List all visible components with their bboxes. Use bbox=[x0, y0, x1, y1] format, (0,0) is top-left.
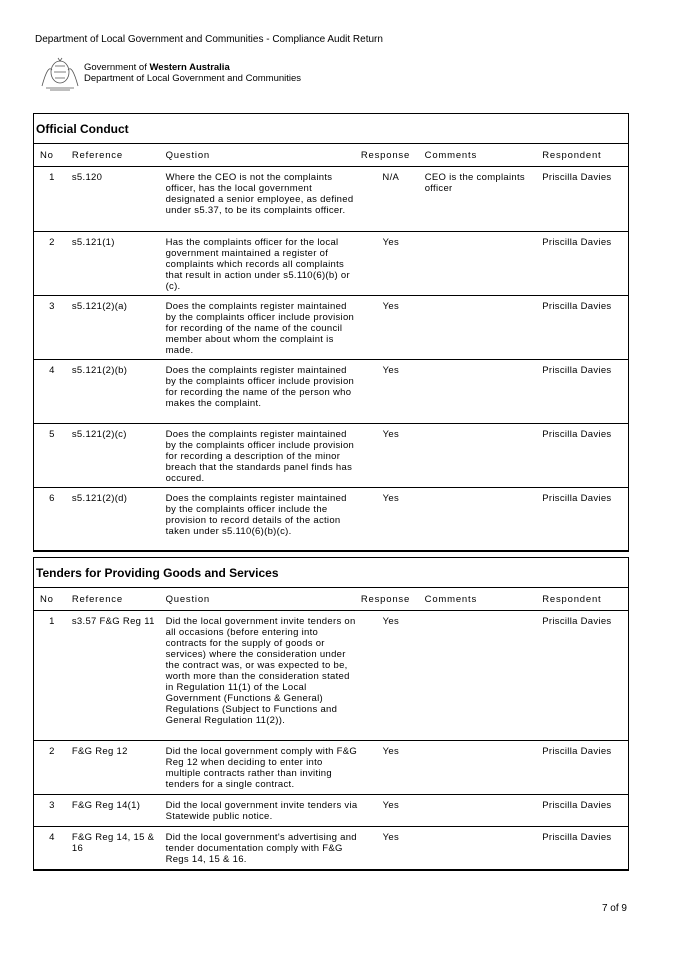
col-comments: Comments bbox=[424, 149, 477, 161]
col-question: Question bbox=[165, 149, 210, 161]
col-reference: Reference bbox=[71, 593, 123, 605]
row-response: Yes bbox=[382, 800, 399, 811]
col-no: No bbox=[40, 149, 54, 161]
row-reference: s5.121(2)(c) bbox=[71, 429, 127, 440]
row-question: Does the complaints register maintained by the complaints officer include provision for recording a description of the minor breach that the standards panel finds has occured. bbox=[165, 429, 355, 484]
row-question: Did the local government invite tenders on all occasions (before entering into contracts for the supply of goods or services) where the consideration under the contract was, or was expected to be, worth more than the consideration stated in Regulation 11(1) of the Local Government (Functions & General) Regulations (Subject to Functions and General Regulation 11(2)). bbox=[165, 616, 356, 726]
row-reference: F&G Reg 14, 15 & 16 bbox=[71, 832, 155, 854]
row-question: Did the local government's advertising and tender documentation comply with F&G Regs 14, 15 & 16. bbox=[165, 832, 357, 865]
row-reference: F&G Reg 14(1) bbox=[71, 800, 141, 811]
col-reference: Reference bbox=[71, 149, 123, 161]
section-title: Tenders for Providing Goods and Services bbox=[34, 558, 628, 588]
row-respondent: Priscilla Davies bbox=[542, 746, 612, 757]
row-response: Yes bbox=[382, 746, 399, 757]
table-row bbox=[34, 296, 628, 360]
row-no: 4 bbox=[49, 365, 55, 376]
row-respondent: Priscilla Davies bbox=[542, 237, 612, 248]
row-no: 2 bbox=[49, 746, 55, 757]
row-response: Yes bbox=[382, 429, 399, 440]
row-respondent: Priscilla Davies bbox=[542, 429, 612, 440]
column-header-row bbox=[34, 144, 628, 167]
row-question: Has the complaints officer for the local government maintained a register of complaints which records all complaints that result in action under s5.110(6)(b) or (c). bbox=[165, 237, 350, 292]
row-no: 5 bbox=[49, 429, 55, 440]
col-respondent: Respondent bbox=[542, 593, 602, 605]
page-number: 7 of 9 bbox=[601, 903, 627, 914]
row-response: Yes bbox=[382, 616, 399, 627]
row-no: 6 bbox=[49, 493, 55, 504]
row-comments: CEO is the complaints officer bbox=[424, 172, 525, 194]
col-response: Response bbox=[360, 149, 411, 161]
row-response: Yes bbox=[382, 365, 399, 376]
column-header-row bbox=[34, 588, 628, 611]
row-question: Did the local government invite tenders via Statewide public notice. bbox=[165, 800, 358, 822]
government-branding: Government of Western Australia Department of Local Government and Communities bbox=[84, 62, 302, 84]
wa-crest-logo bbox=[38, 56, 82, 92]
row-no: 3 bbox=[49, 301, 55, 312]
row-respondent: Priscilla Davies bbox=[542, 616, 612, 627]
row-comments bbox=[423, 296, 543, 359]
row-respondent: Priscilla Davies bbox=[542, 493, 612, 504]
row-no: 1 bbox=[49, 616, 55, 627]
table-row bbox=[34, 795, 628, 827]
row-no: 2 bbox=[49, 237, 55, 248]
row-respondent: Priscilla Davies bbox=[542, 800, 612, 811]
section-tenders bbox=[33, 557, 629, 871]
row-question: Did the local government comply with F&G Reg 12 when deciding to enter into multiple contracts rather than inviting tenders for a single contract. bbox=[165, 746, 358, 790]
row-respondent: Priscilla Davies bbox=[542, 832, 612, 843]
row-no: 1 bbox=[49, 172, 55, 183]
col-respondent: Respondent bbox=[542, 149, 602, 161]
table-row bbox=[34, 360, 628, 424]
section-title: Official Conduct bbox=[34, 114, 628, 144]
row-response: Yes bbox=[382, 301, 399, 312]
row-question: Does the complaints register maintained by the complaints officer include provision for recording the name of the person who makes the complaint. bbox=[165, 365, 355, 409]
row-comments bbox=[423, 488, 543, 550]
row-comments bbox=[423, 232, 543, 295]
row-comments bbox=[423, 611, 543, 740]
col-response: Response bbox=[360, 593, 411, 605]
row-reference: s5.121(1) bbox=[71, 237, 115, 248]
row-response: Yes bbox=[382, 237, 399, 248]
row-respondent: Priscilla Davies bbox=[542, 301, 612, 312]
table-row bbox=[34, 827, 628, 869]
row-reference: s3.57 F&G Reg 11 bbox=[71, 616, 155, 627]
row-question: Where the CEO is not the complaints officer, has the local government designated a senior employee, as defined under s5.37, to be its complaints officer. bbox=[165, 172, 354, 216]
section-official-conduct bbox=[33, 113, 629, 552]
col-question: Question bbox=[165, 593, 210, 605]
row-reference: s5.120 bbox=[71, 172, 103, 183]
row-response: Yes bbox=[382, 493, 399, 504]
table-row bbox=[34, 611, 628, 741]
table-row bbox=[34, 488, 628, 550]
row-question: Does the complaints register maintained by the complaints officer include provision for recording of the name of the council member about whom the complaint is made. bbox=[165, 301, 355, 356]
row-respondent: Priscilla Davies bbox=[542, 365, 612, 376]
row-response: N/A bbox=[382, 172, 400, 183]
table-row bbox=[34, 741, 628, 795]
row-comments bbox=[423, 741, 543, 794]
table-row bbox=[34, 424, 628, 488]
row-comments bbox=[423, 360, 543, 423]
table-row bbox=[34, 232, 628, 296]
row-reference: s5.121(2)(a) bbox=[71, 301, 128, 312]
document-header: Department of Local Government and Communities - Compliance Audit Return bbox=[35, 34, 383, 45]
table-row bbox=[34, 167, 628, 232]
row-comments bbox=[423, 424, 543, 487]
row-reference: F&G Reg 12 bbox=[71, 746, 128, 757]
row-response: Yes bbox=[382, 832, 399, 843]
col-no: No bbox=[40, 593, 54, 605]
row-reference: s5.121(2)(d) bbox=[71, 493, 128, 504]
row-reference: s5.121(2)(b) bbox=[71, 365, 128, 376]
row-no: 4 bbox=[49, 832, 55, 843]
row-comments bbox=[423, 795, 543, 826]
row-question: Does the complaints register maintained by the complaints officer include the provision to record details of the action taken under s5.110(6)(b)(c). bbox=[165, 493, 347, 537]
row-comments bbox=[423, 827, 543, 869]
row-no: 3 bbox=[49, 800, 55, 811]
row-respondent: Priscilla Davies bbox=[542, 172, 612, 183]
col-comments: Comments bbox=[424, 593, 477, 605]
